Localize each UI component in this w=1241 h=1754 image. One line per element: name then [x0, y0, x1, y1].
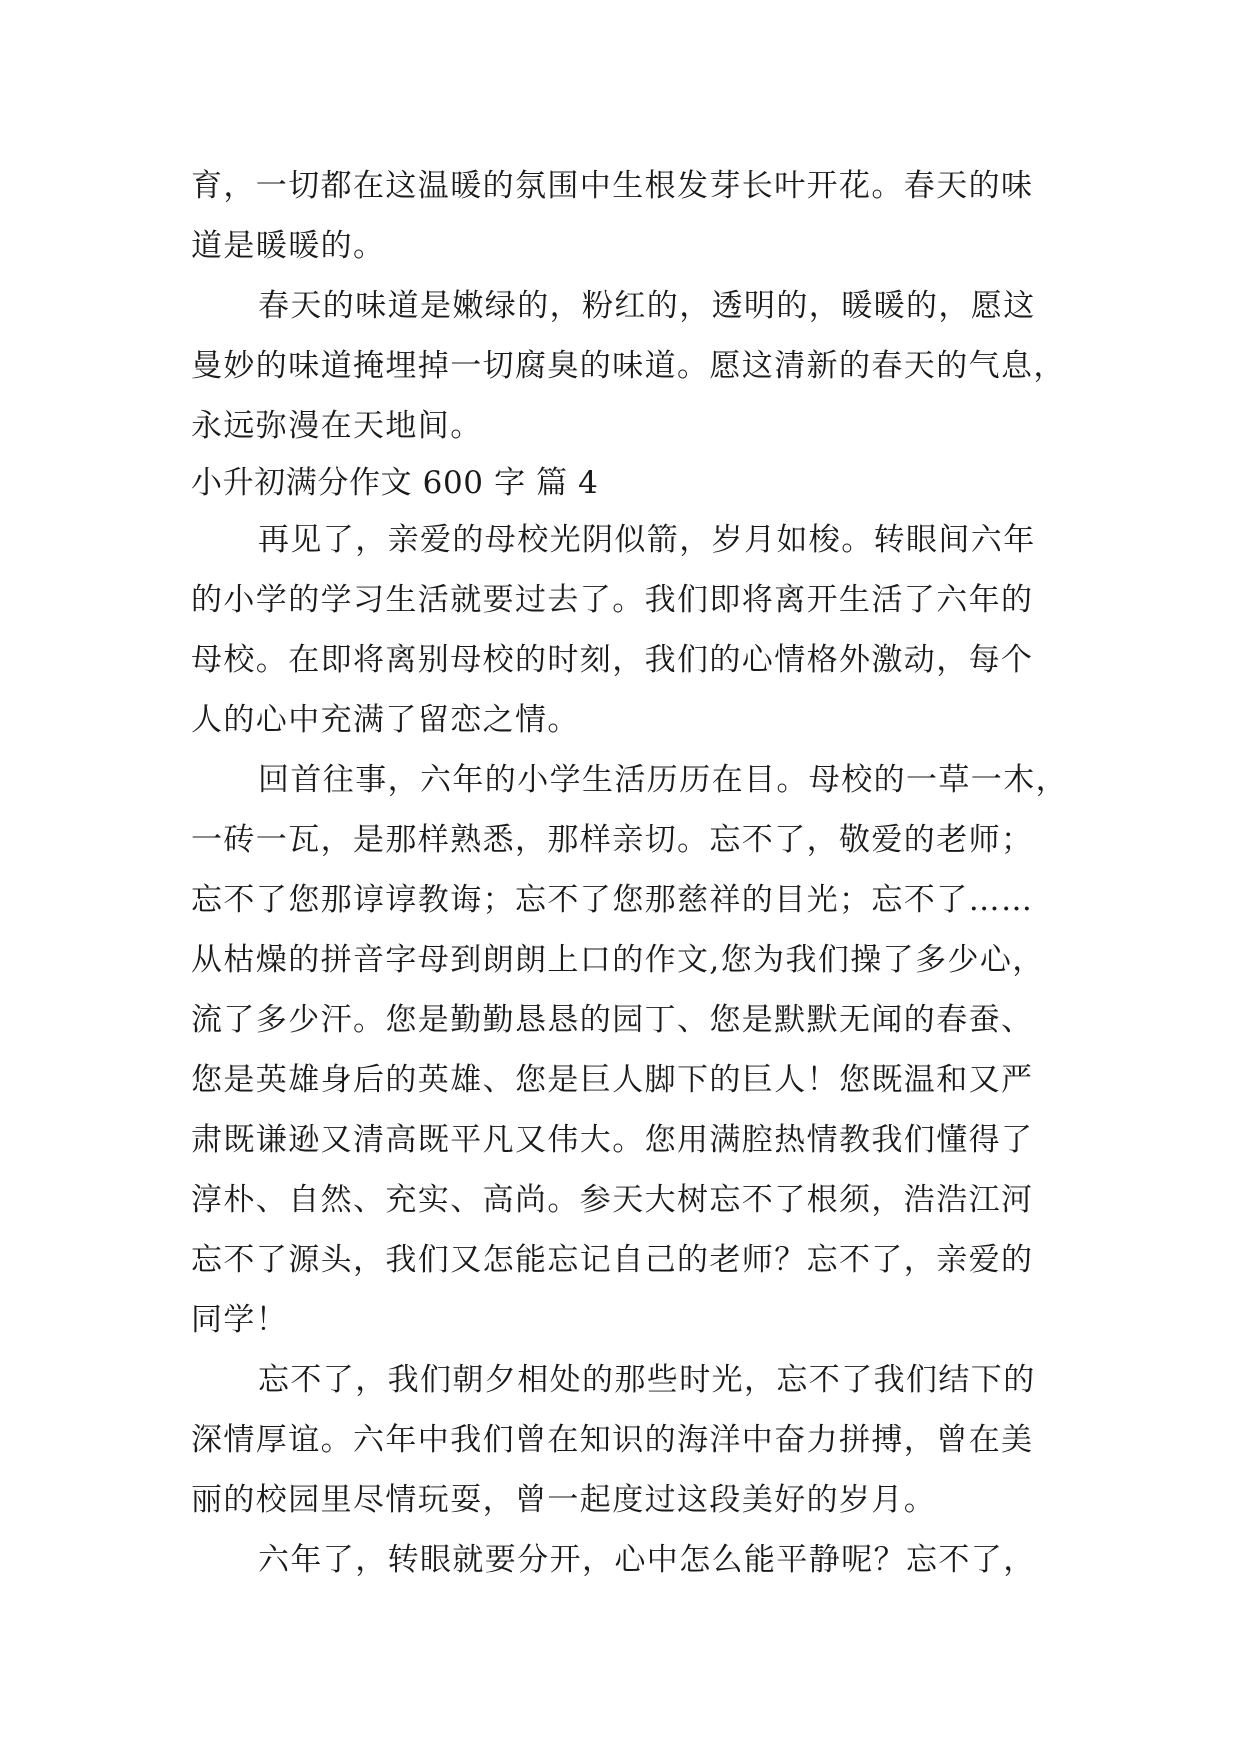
text-line: 人的心中充满了留恋之情。 — [191, 702, 580, 738]
text-line: 您是英雄身后的英雄、您是巨人脚下的巨人！您既温和又严 — [191, 1062, 1034, 1098]
paragraph-start-line: 再见了，亲爱的母校光阴似箭，岁月如梭。转眼间六年 — [258, 522, 1036, 558]
text-line: 从枯燥的拼音字母到朗朗上口的作文,您为我们操了多少心， — [191, 942, 1045, 978]
text-line: 忘不了源头，我们又怎能忘记自己的老师？忘不了，亲爱的 — [191, 1242, 1034, 1278]
text-line: 育，一切都在这温暖的氛围中生根发芽长叶开花。春天的味 — [191, 168, 1034, 204]
text-line: 曼妙的味道掩埋掉一切腐臭的味道。愿这清新的春天的气息， — [191, 348, 1066, 384]
text-line: 同学！ — [191, 1302, 289, 1338]
text-line: 母校。在即将离别母校的时刻，我们的心情格外激动，每个 — [191, 642, 1034, 678]
text-line: 深情厚谊。六年中我们曾在知识的海洋中奋力拼搏，曾在美 — [191, 1422, 1034, 1458]
paragraph-start-line: 春天的味道是嫩绿的，粉红的，透明的，暖暖的，愿这 — [258, 288, 1036, 324]
paragraph-start-line: 忘不了，我们朝夕相处的那些时光，忘不了我们结下的 — [258, 1362, 1036, 1398]
paragraph-start-line: 六年了，转眼就要分开，心中怎么能平静呢？忘不了， — [258, 1542, 1036, 1578]
paragraph-start-line: 回首往事，六年的小学生活历历在目。母校的一草一木， — [258, 762, 1068, 798]
text-line: 肃既谦逊又清高既平凡又伟大。您用满腔热情教我们懂得了 — [191, 1122, 1034, 1158]
text-line: 流了多少汗。您是勤勤恳恳的园丁、您是默默无闻的春蚕、 — [191, 1002, 1034, 1038]
text-line: 道是暖暖的。 — [191, 228, 386, 264]
text-line: 忘不了您那谆谆教诲；忘不了您那慈祥的目光；忘不了…… — [191, 882, 1034, 918]
text-line: 永远弥漫在天地间。 — [191, 408, 483, 444]
text-line: 丽的校园里尽情玩耍，曾一起度过这段美好的岁月。 — [191, 1482, 937, 1518]
section-heading: 小升初满分作文 600 字 篇 4 — [191, 465, 599, 501]
text-line: 一砖一瓦，是那样熟悉，那样亲切。忘不了，敬爱的老师； — [191, 822, 1034, 858]
text-line: 淳朴、自然、充实、高尚。参天大树忘不了根须，浩浩江河 — [191, 1182, 1034, 1218]
text-line: 的小学的学习生活就要过去了。我们即将离开生活了六年的 — [191, 582, 1034, 618]
